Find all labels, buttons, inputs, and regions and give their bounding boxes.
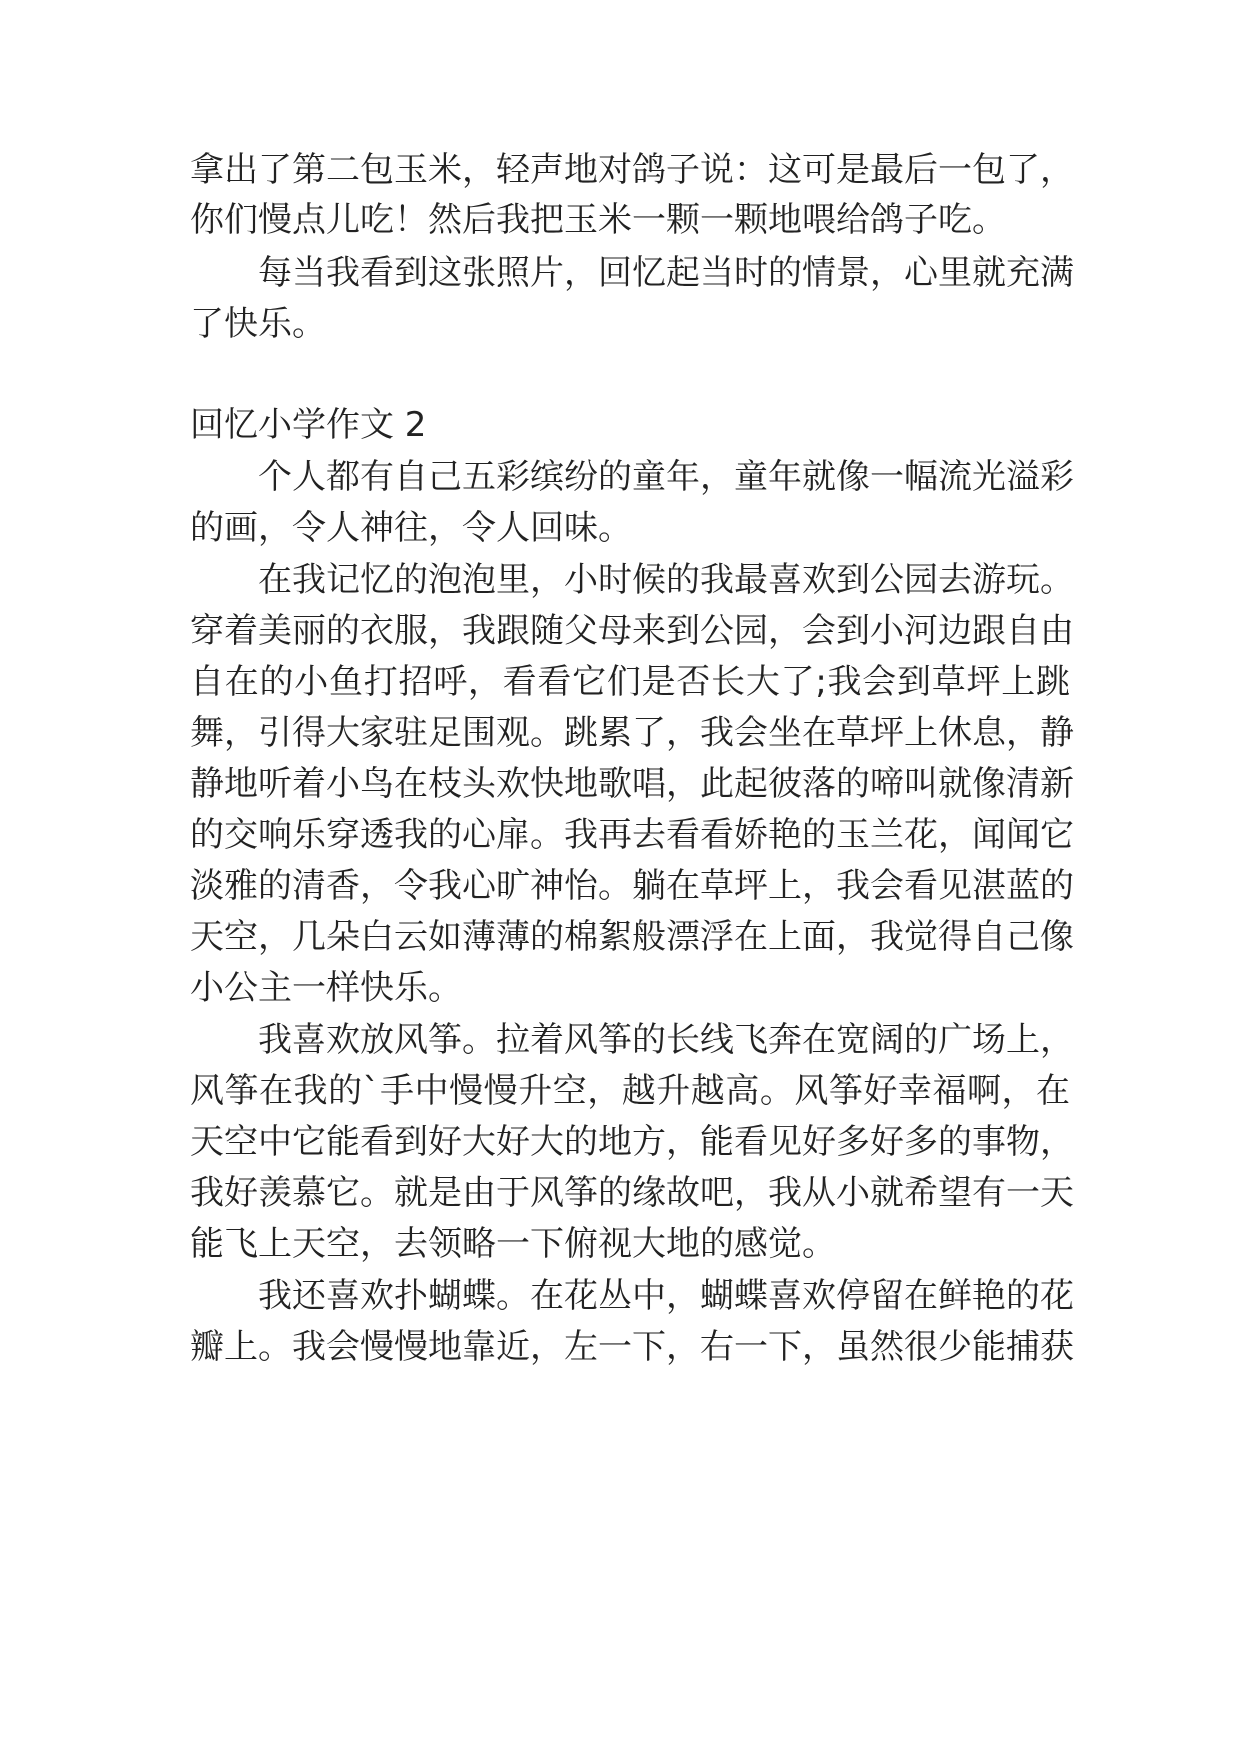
text-line: 小公主一样快乐。 bbox=[190, 968, 462, 1008]
text-line: 我喜欢放风筝。拉着风筝的长线飞奔在宽阔的广场上， bbox=[258, 1020, 1074, 1060]
text-line: 在我记忆的泡泡里，小时候的我最喜欢到公园去游玩。 bbox=[258, 560, 1074, 600]
text-line: 个人都有自己五彩缤纷的童年，童年就像一幅流光溢彩 bbox=[258, 457, 1074, 497]
text-line: 瓣上。我会慢慢地靠近，左一下，右一下，虽然很少能捕获 bbox=[190, 1327, 1074, 1367]
text-line: 拿出了第二包玉米，轻声地对鸽子说：这可是最后一包了， bbox=[190, 150, 1074, 190]
text-line: 自在的小鱼打招呼，看看它们是否长大了;我会到草坪上跳 bbox=[190, 662, 1070, 702]
text-line: 穿着美丽的衣服，我跟随父母来到公园，会到小河边跟自由 bbox=[190, 611, 1074, 651]
text-line: 我还喜欢扑蝴蝶。在花丛中，蝴蝶喜欢停留在鲜艳的花 bbox=[258, 1276, 1074, 1316]
text-line: 的画，令人神往，令人回味。 bbox=[190, 508, 632, 548]
text-line: 每当我看到这张照片，回忆起当时的情景，心里就充满 bbox=[258, 253, 1074, 293]
text-line: 淡雅的清香，令我心旷神怡。躺在草坪上，我会看见湛蓝的 bbox=[190, 866, 1074, 906]
text-line: 风筝在我的`手中慢慢升空，越升越高。风筝好幸福啊，在 bbox=[190, 1071, 1070, 1111]
text-line: 能飞上天空，去领略一下俯视大地的感觉。 bbox=[190, 1224, 836, 1264]
text-line: 我好羡慕它。就是由于风筝的缘故吧，我从小就希望有一天 bbox=[190, 1173, 1074, 1213]
text-line: 天空，几朵白云如薄薄的棉絮般漂浮在上面，我觉得自己像 bbox=[190, 917, 1074, 957]
text-line: 你们慢点儿吃！然后我把玉米一颗一颗地喂给鸽子吃。 bbox=[190, 200, 1006, 240]
text-line: 天空中它能看到好大好大的地方，能看见好多好多的事物， bbox=[190, 1122, 1074, 1162]
text-line: 静地听着小鸟在枝头欢快地歌唱，此起彼落的啼叫就像清新 bbox=[190, 764, 1074, 804]
text-line: 的交响乐穿透我的心扉。我再去看看娇艳的玉兰花，闻闻它 bbox=[190, 815, 1074, 855]
section-heading: 回忆小学作文 2 bbox=[190, 405, 427, 445]
text-line: 舞，引得大家驻足围观。跳累了，我会坐在草坪上休息，静 bbox=[190, 713, 1074, 753]
text-line: 了快乐。 bbox=[190, 304, 326, 344]
